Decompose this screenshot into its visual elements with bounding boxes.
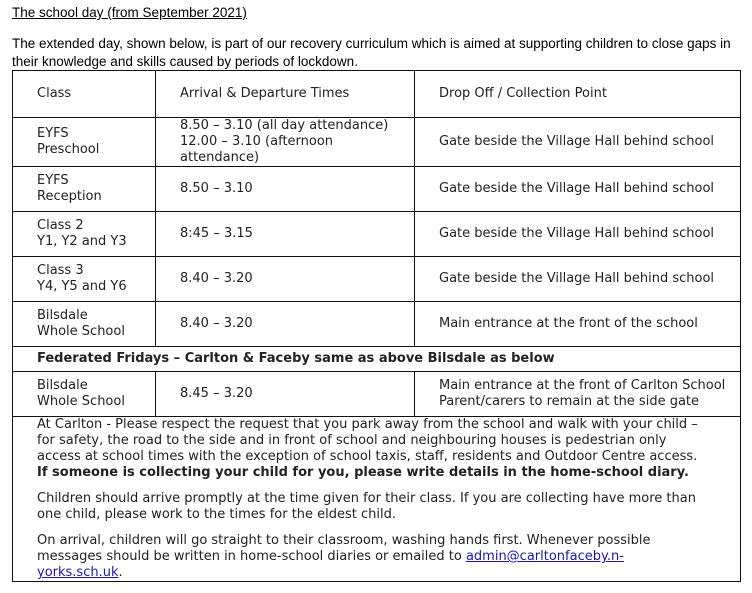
class-cell: Class 2 Y1, Y2 and Y3 bbox=[13, 212, 156, 257]
times-cell: 8.45 – 3.20 bbox=[156, 372, 415, 417]
header-times: Arrival & Departure Times bbox=[156, 71, 415, 118]
point-cell: Gate beside the Village Hall behind school bbox=[415, 257, 741, 302]
school-day-table bbox=[12, 70, 741, 582]
class-cell: Class 3 Y4, Y5 and Y6 bbox=[13, 257, 156, 302]
notes-arrival-times: Children should arrive promptly at the time given for their class. If you are collecting have more than one child, please work to the times for the eldest child. bbox=[37, 491, 696, 522]
table-row bbox=[13, 302, 741, 347]
class-cell: Bilsdale Whole School bbox=[13, 372, 156, 417]
point-cell: Main entrance at the front of Carlton School Parent/carers to remain at the side gate bbox=[415, 372, 741, 417]
notes-messages: On arrival, children will go straight to their classroom, washing hands first. Whenever possible messages should be written in home-school diaries or emailed to admin@carltonfaceby.n-yorks.sch.uk. bbox=[37, 533, 651, 580]
point-cell: Gate beside the Village Hall behind school bbox=[415, 212, 741, 257]
notes-row bbox=[13, 417, 741, 582]
class-cell: EYFS Reception bbox=[13, 167, 156, 212]
header-class: Class bbox=[13, 71, 156, 118]
point-cell: Main entrance at the front of the school bbox=[415, 302, 741, 347]
times-cell: 8.40 – 3.20 bbox=[156, 257, 415, 302]
table-header-row bbox=[13, 71, 741, 118]
federated-fridays-note: Federated Fridays – Carlton & Faceby same as above Bilsdale as below bbox=[13, 347, 741, 372]
times-cell: 8.40 – 3.20 bbox=[156, 302, 415, 347]
notes-cell bbox=[13, 417, 741, 582]
point-cell: Gate beside the Village Hall behind school bbox=[415, 167, 741, 212]
class-cell: Bilsdale Whole School bbox=[13, 302, 156, 347]
notes-collection-bold: If someone is collecting your child for you, please write details in the home-school diary. bbox=[37, 465, 689, 480]
page-title: The school day (from September 2021) bbox=[12, 5, 247, 20]
times-cell: 8:45 – 3.15 bbox=[156, 212, 415, 257]
table-row bbox=[13, 372, 741, 417]
email-link[interactable]: admin@carltonfaceby.n-yorks.sch.uk bbox=[37, 549, 624, 580]
header-point: Drop Off / Collection Point bbox=[415, 71, 741, 118]
table-row bbox=[13, 118, 741, 167]
table-row bbox=[13, 212, 741, 257]
class-cell: EYFS Preschool bbox=[13, 118, 156, 167]
point-cell: Gate beside the Village Hall behind school bbox=[415, 118, 741, 167]
times-cell: 8.50 – 3.10 bbox=[156, 167, 415, 212]
intro-paragraph: The extended day, shown below, is part of our recovery curriculum which is aimed at supporting children to close gaps in their knowledge and skills caused by periods of lockdown. bbox=[12, 36, 731, 69]
table-row bbox=[13, 257, 741, 302]
times-cell: 8.50 – 3.10 (all day attendance) 12.00 – 3.10 (afternoon attendance) bbox=[156, 118, 415, 167]
notes-parking: At Carlton - Please respect the request that you park away from the school and walk with your child – for safety, the road to the side and in front of school and neighbouring houses is pedestrian only access at school times with the exception of school taxis, staff, residents and Outdoor Centre access. If someone is collecting your child for you, please write details in the home-school diary. bbox=[37, 417, 698, 480]
federated-fridays-row bbox=[13, 347, 741, 372]
table-row bbox=[13, 167, 741, 212]
